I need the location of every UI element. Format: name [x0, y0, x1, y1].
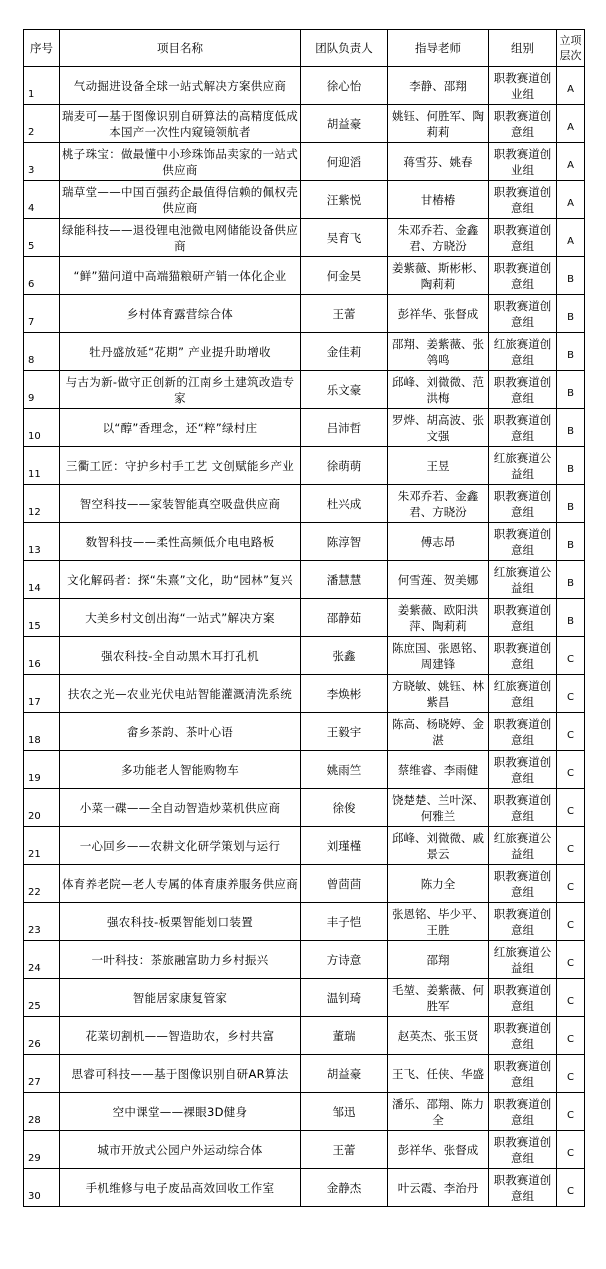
cell-level: C [557, 675, 585, 713]
cell-level: B [557, 485, 585, 523]
cell-team-leader: 李焕彬 [301, 675, 388, 713]
cell-project-name: 文化解码者：探“朱熹”文化，助“园林”复兴 [60, 561, 301, 599]
project-list-document [23, 29, 585, 1207]
cell-team-leader: 温钊琦 [301, 979, 388, 1017]
cell-group: 职教赛道创意组 [489, 979, 557, 1017]
table-row [24, 295, 585, 333]
cell-level: C [557, 1093, 585, 1131]
cell-team-leader: 胡益豪 [301, 1055, 388, 1093]
cell-group: 职教赛道创意组 [489, 1017, 557, 1055]
cell-index: 23 [24, 903, 60, 941]
cell-index: 27 [24, 1055, 60, 1093]
cell-index: 14 [24, 561, 60, 599]
cell-team-leader: 徐心怡 [301, 67, 388, 105]
cell-project-name: 体育养老院—老人专属的体育康养服务供应商 [60, 865, 301, 903]
table-row [24, 485, 585, 523]
cell-project-name: 瑞草堂——中国百强药企最值得信赖的佩权壳供应商 [60, 181, 301, 219]
cell-level: C [557, 751, 585, 789]
cell-team-leader: 王蕾 [301, 295, 388, 333]
cell-teacher: 陈高、杨晓婷、金湛 [388, 713, 489, 751]
table-row [24, 371, 585, 409]
cell-project-name: 思睿可科技——基于图像识别自研AR算法 [60, 1055, 301, 1093]
cell-index: 19 [24, 751, 60, 789]
cell-teacher: 潘乐、邵翔、陈力全 [388, 1093, 489, 1131]
cell-teacher: 蔡维睿、李雨健 [388, 751, 489, 789]
cell-level: B [557, 561, 585, 599]
header-index: 序号 [24, 30, 60, 67]
cell-teacher: 甘椿椿 [388, 181, 489, 219]
cell-project-name: 智能居家康复管家 [60, 979, 301, 1017]
cell-team-leader: 吕沛哲 [301, 409, 388, 447]
cell-level: C [557, 637, 585, 675]
cell-index: 5 [24, 219, 60, 257]
cell-level: C [557, 1131, 585, 1169]
header-project: 项目名称 [60, 30, 301, 67]
cell-project-name: “鲜”猫问道中高端猫粮研产销一体化企业 [60, 257, 301, 295]
cell-group: 职教赛道创意组 [489, 789, 557, 827]
cell-group: 职教赛道创意组 [489, 713, 557, 751]
cell-level: C [557, 865, 585, 903]
cell-team-leader: 金静杰 [301, 1169, 388, 1207]
cell-project-name: 绿能科技——退役锂电池微电网储能设备供应商 [60, 219, 301, 257]
cell-team-leader: 汪紫悦 [301, 181, 388, 219]
cell-level: A [557, 67, 585, 105]
cell-level: C [557, 1017, 585, 1055]
cell-teacher: 朱邓乔若、金鑫君、方晓汾 [388, 485, 489, 523]
cell-project-name: 以“醇”香理念，还“粹”绿村庄 [60, 409, 301, 447]
cell-project-name: 空中课堂——裸眼3D健身 [60, 1093, 301, 1131]
cell-group: 职教赛道创意组 [489, 865, 557, 903]
cell-project-name: 数智科技——柔性高频低介电电路板 [60, 523, 301, 561]
table-row [24, 827, 585, 865]
cell-teacher: 邵翔 [388, 941, 489, 979]
cell-teacher: 邱峰、刘微微、戚景云 [388, 827, 489, 865]
cell-team-leader: 曾茴茴 [301, 865, 388, 903]
cell-level: A [557, 143, 585, 181]
table-row [24, 979, 585, 1017]
table-row [24, 1169, 585, 1207]
cell-project-name: 瑞麦可—基于图像识别自研算法的高精度低成本国产一次性内窥镜领航者 [60, 105, 301, 143]
cell-teacher: 姚钰、何胜军、陶莉莉 [388, 105, 489, 143]
cell-team-leader: 陈淳智 [301, 523, 388, 561]
cell-project-name: 扶农之光—农业光伏电站智能灌溉清洗系统 [60, 675, 301, 713]
cell-project-name: 大美乡村文创出海“一站式”解决方案 [60, 599, 301, 637]
cell-group: 红旅赛道创意组 [489, 675, 557, 713]
cell-group: 职教赛道创意组 [489, 219, 557, 257]
table-row [24, 181, 585, 219]
table-row [24, 105, 585, 143]
header-leader: 团队负责人 [301, 30, 388, 67]
cell-team-leader: 胡益豪 [301, 105, 388, 143]
cell-teacher: 朱邓乔若、金鑫君、方晓汾 [388, 219, 489, 257]
cell-index: 13 [24, 523, 60, 561]
cell-group: 职教赛道创意组 [489, 1169, 557, 1207]
cell-group: 职教赛道创意组 [489, 1131, 557, 1169]
table-row [24, 637, 585, 675]
cell-teacher: 邵翔、姜紫薇、张鸰鸣 [388, 333, 489, 371]
header-level: 立项层次 [557, 30, 585, 67]
cell-teacher: 姜紫薇、斯彬彬、陶莉莉 [388, 257, 489, 295]
cell-group: 职教赛道创意组 [489, 295, 557, 333]
cell-group: 职教赛道创业组 [489, 143, 557, 181]
table-row [24, 713, 585, 751]
cell-group: 职教赛道创意组 [489, 1093, 557, 1131]
cell-index: 18 [24, 713, 60, 751]
cell-index: 10 [24, 409, 60, 447]
project-table [23, 29, 585, 1207]
cell-index: 9 [24, 371, 60, 409]
cell-index: 29 [24, 1131, 60, 1169]
cell-project-name: 桃子珠宝：做最懂中小珍珠饰品卖家的一站式供应商 [60, 143, 301, 181]
cell-level: B [557, 257, 585, 295]
cell-group: 红旅赛道公益组 [489, 941, 557, 979]
table-row [24, 447, 585, 485]
cell-group: 职教赛道创意组 [489, 181, 557, 219]
cell-group: 红旅赛道公益组 [489, 827, 557, 865]
table-header-row [24, 30, 585, 67]
cell-group: 红旅赛道公益组 [489, 561, 557, 599]
cell-teacher: 张恩铭、毕少平、王胜 [388, 903, 489, 941]
cell-team-leader: 潘慧慧 [301, 561, 388, 599]
cell-team-leader: 董瑞 [301, 1017, 388, 1055]
cell-teacher: 叶云霞、李治丹 [388, 1169, 489, 1207]
header-teacher: 指导老师 [388, 30, 489, 67]
cell-group: 职教赛道创意组 [489, 485, 557, 523]
cell-index: 11 [24, 447, 60, 485]
cell-level: C [557, 979, 585, 1017]
table-row [24, 751, 585, 789]
cell-index: 3 [24, 143, 60, 181]
cell-team-leader: 杜兴成 [301, 485, 388, 523]
cell-teacher: 傅志昂 [388, 523, 489, 561]
cell-team-leader: 邹迅 [301, 1093, 388, 1131]
cell-project-name: 手机维修与电子废品高效回收工作室 [60, 1169, 301, 1207]
cell-index: 2 [24, 105, 60, 143]
cell-level: B [557, 523, 585, 561]
cell-team-leader: 张鑫 [301, 637, 388, 675]
cell-level: B [557, 599, 585, 637]
table-row [24, 675, 585, 713]
cell-group: 职教赛道创意组 [489, 1055, 557, 1093]
cell-index: 30 [24, 1169, 60, 1207]
cell-group: 红旅赛道公益组 [489, 447, 557, 485]
table-row [24, 67, 585, 105]
table-row [24, 409, 585, 447]
table-row [24, 865, 585, 903]
cell-project-name: 一心回乡——农耕文化研学策划与运行 [60, 827, 301, 865]
cell-group: 职教赛道创意组 [489, 257, 557, 295]
cell-index: 7 [24, 295, 60, 333]
cell-group: 职教赛道创意组 [489, 409, 557, 447]
cell-index: 24 [24, 941, 60, 979]
cell-level: B [557, 333, 585, 371]
cell-index: 6 [24, 257, 60, 295]
cell-index: 1 [24, 67, 60, 105]
cell-project-name: 花菜切割机——智造助农，乡村共富 [60, 1017, 301, 1055]
cell-group: 红旅赛道创意组 [489, 333, 557, 371]
cell-group: 职教赛道创意组 [489, 105, 557, 143]
table-row [24, 257, 585, 295]
cell-teacher: 王飞、任侠、华盛 [388, 1055, 489, 1093]
table-row [24, 1093, 585, 1131]
cell-team-leader: 吴育飞 [301, 219, 388, 257]
cell-level: C [557, 941, 585, 979]
table-row [24, 523, 585, 561]
cell-index: 17 [24, 675, 60, 713]
cell-level: C [557, 827, 585, 865]
table-row [24, 333, 585, 371]
table-row [24, 561, 585, 599]
cell-teacher: 彭祥华、张督成 [388, 1131, 489, 1169]
header-group: 组别 [489, 30, 557, 67]
cell-group: 职教赛道创意组 [489, 523, 557, 561]
cell-group: 职教赛道创意组 [489, 637, 557, 675]
table-row [24, 789, 585, 827]
cell-teacher: 邱峰、刘微微、范洪梅 [388, 371, 489, 409]
cell-index: 22 [24, 865, 60, 903]
table-row [24, 1055, 585, 1093]
cell-level: A [557, 219, 585, 257]
cell-project-name: 多功能老人智能购物车 [60, 751, 301, 789]
cell-level: C [557, 713, 585, 751]
cell-project-name: 强农科技-板栗智能划口装置 [60, 903, 301, 941]
cell-group: 职教赛道创意组 [489, 903, 557, 941]
cell-level: B [557, 447, 585, 485]
cell-level: C [557, 1169, 585, 1207]
cell-project-name: 与古为新-做守正创新的江南乡土建筑改造专家 [60, 371, 301, 409]
cell-project-name: 小菜一碟——全自动智造炒菜机供应商 [60, 789, 301, 827]
cell-team-leader: 王蕾 [301, 1131, 388, 1169]
cell-team-leader: 刘瑾槿 [301, 827, 388, 865]
cell-team-leader: 丰子恺 [301, 903, 388, 941]
cell-team-leader: 徐俊 [301, 789, 388, 827]
cell-index: 4 [24, 181, 60, 219]
cell-group: 职教赛道创意组 [489, 371, 557, 409]
cell-teacher: 方晓敏、姚钰、林紫昌 [388, 675, 489, 713]
cell-project-name: 三衢工匠：守护乡村手工艺 文创赋能乡产业 [60, 447, 301, 485]
cell-index: 8 [24, 333, 60, 371]
cell-team-leader: 乐文豪 [301, 371, 388, 409]
cell-team-leader: 何金昊 [301, 257, 388, 295]
cell-project-name: 牡丹盛放延“花期” 产业提升助增收 [60, 333, 301, 371]
cell-project-name: 气动掘进设备全球一站式解决方案供应商 [60, 67, 301, 105]
cell-teacher: 罗烨、胡高波、张文强 [388, 409, 489, 447]
table-body [24, 67, 585, 1207]
table-row [24, 903, 585, 941]
cell-team-leader: 金佳莉 [301, 333, 388, 371]
cell-team-leader: 王毅宇 [301, 713, 388, 751]
cell-team-leader: 何迎滔 [301, 143, 388, 181]
cell-level: C [557, 789, 585, 827]
cell-project-name: 智空科技——家装智能真空吸盘供应商 [60, 485, 301, 523]
cell-index: 15 [24, 599, 60, 637]
cell-level: B [557, 371, 585, 409]
cell-teacher: 李静、邵翔 [388, 67, 489, 105]
cell-index: 21 [24, 827, 60, 865]
cell-team-leader: 方诗意 [301, 941, 388, 979]
cell-level: A [557, 181, 585, 219]
cell-teacher: 毛堃、姜紫薇、何胜军 [388, 979, 489, 1017]
cell-team-leader: 邵静茹 [301, 599, 388, 637]
cell-project-name: 乡村体育露营综合体 [60, 295, 301, 333]
cell-index: 25 [24, 979, 60, 1017]
cell-teacher: 王昱 [388, 447, 489, 485]
cell-project-name: 强农科技-全自动黑木耳打孔机 [60, 637, 301, 675]
cell-index: 28 [24, 1093, 60, 1131]
cell-project-name: 一叶科技：茶旅融富助力乡村振兴 [60, 941, 301, 979]
cell-teacher: 陈力全 [388, 865, 489, 903]
cell-level: C [557, 903, 585, 941]
cell-teacher: 蒋雪芬、姚春 [388, 143, 489, 181]
cell-index: 20 [24, 789, 60, 827]
cell-group: 职教赛道创意组 [489, 751, 557, 789]
cell-group: 职教赛道创业组 [489, 67, 557, 105]
cell-project-name: 城市开放式公园户外运动综合体 [60, 1131, 301, 1169]
cell-group: 职教赛道创意组 [489, 599, 557, 637]
table-row [24, 219, 585, 257]
table-row [24, 143, 585, 181]
table-row [24, 941, 585, 979]
cell-index: 16 [24, 637, 60, 675]
table-row [24, 1017, 585, 1055]
cell-teacher: 彭祥华、张督成 [388, 295, 489, 333]
cell-level: C [557, 1055, 585, 1093]
cell-index: 12 [24, 485, 60, 523]
cell-team-leader: 徐萌萌 [301, 447, 388, 485]
cell-team-leader: 姚雨竺 [301, 751, 388, 789]
cell-teacher: 何雪莲、贺美娜 [388, 561, 489, 599]
cell-level: B [557, 295, 585, 333]
cell-teacher: 赵英杰、张玉贤 [388, 1017, 489, 1055]
cell-level: B [557, 409, 585, 447]
table-row [24, 1131, 585, 1169]
cell-teacher: 陈庶国、张恩铭、周建锋 [388, 637, 489, 675]
cell-teacher: 姜紫薇、欧阳洪萍、陶莉莉 [388, 599, 489, 637]
cell-level: A [557, 105, 585, 143]
table-row [24, 599, 585, 637]
cell-project-name: 畲乡茶韵、茶叶心语 [60, 713, 301, 751]
cell-index: 26 [24, 1017, 60, 1055]
cell-teacher: 饶楚楚、兰叶深、何雅兰 [388, 789, 489, 827]
